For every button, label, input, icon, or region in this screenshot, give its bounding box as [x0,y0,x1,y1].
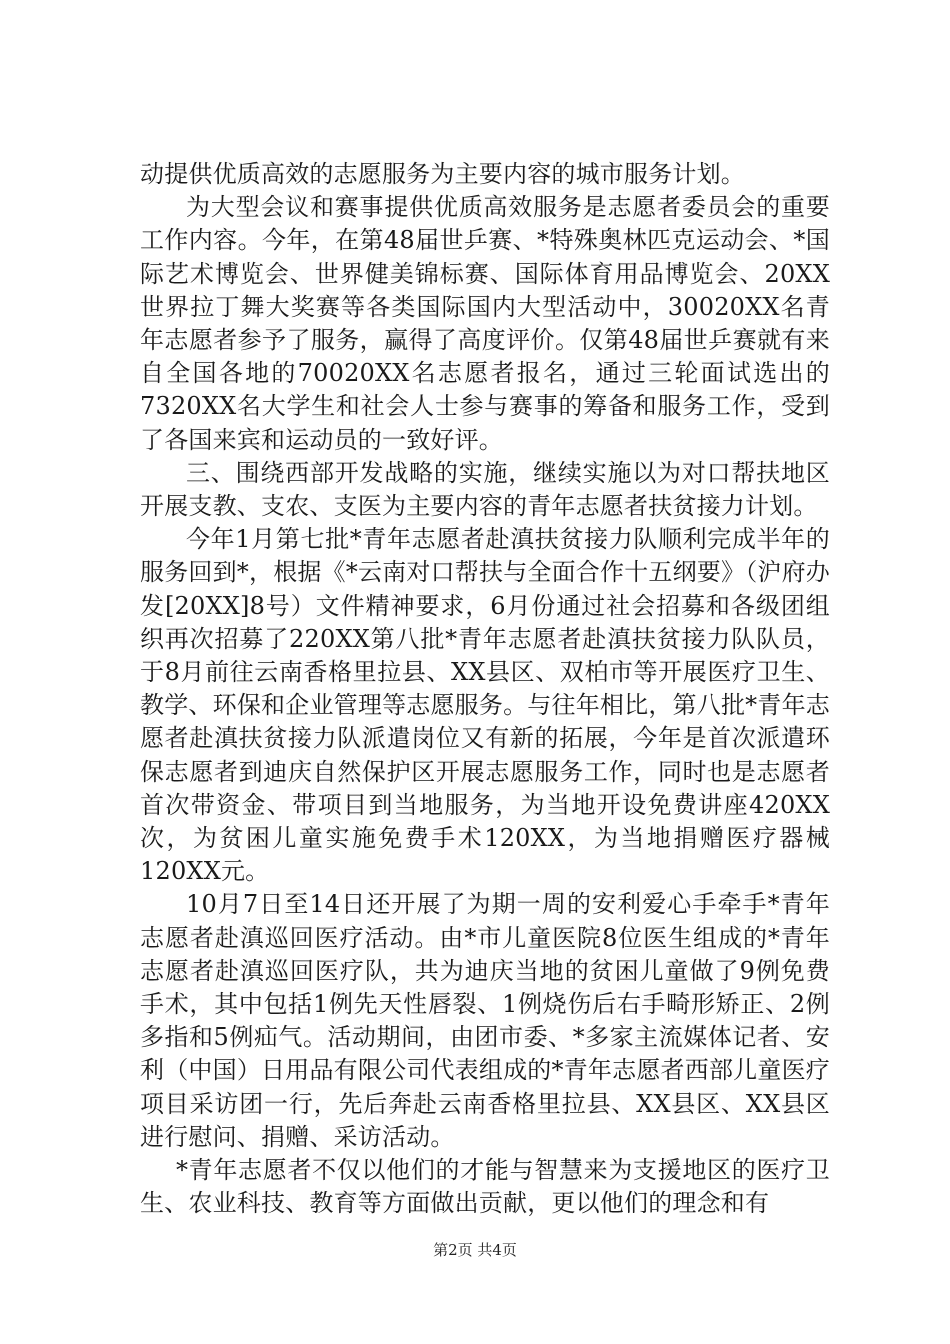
paragraph-2: 为大型会议和赛事提供优质高效服务是志愿者委员会的重要工作内容。今年，在第48届世乒赛、*特殊奥林匹克运动会、*国际艺术博览会、世界健美锦标赛、国际体育用品博览会、20XX世界拉丁舞大奖赛等各类国际国内大型活动中，30020XX名青年志愿者参予了服务，赢得了高度评价。仅第48届世乒赛就有来自全国各地的70020XX名志愿者报名，通过三轮面试选出的7320XX名大学生和社会人士参与赛事的筹备和服务工作，受到了各国来宾和运动员的一致好评。 [140,193,830,454]
paragraph-3-section-heading: 三、围绕西部开发战略的实施，继续实施以为对口帮扶地区开展支教、支农、支医为主要内容的青年志愿者扶贫接力计划。 [140,458,830,521]
paragraph-5: 10月7日至14日还开展了为期一周的安利爱心手牵手*青年志愿者赴滇巡回医疗活动。由*市儿童医院8位医生组成的*青年志愿者赴滇巡回医疗队，共为迪庆当地的贫困儿童做了9例免费手术，其中包括1例先天性唇裂、1例烧伤后右手畸形矫正、2例多指和5例疝气。活动期间，由团市委、*多家主流媒体记者、安利（中国）日用品有限公司代表组成的*青年志愿者西部儿童医疗项目采访团一行，先后奔赴云南香格里拉县、XX县区、XX县区进行慰问、捐赠、采访活动。 [140,890,830,1151]
page-footer: 第2页 共4页 [433,1241,517,1259]
paragraph-6: *青年志愿者不仅以他们的才能与智慧来为支援地区的医疗卫生、农业科技、教育等方面做出贡献，更以他们的理念和有 [140,1156,830,1218]
paragraph-1: 动提供优质高效的志愿服务为主要内容的城市服务计划。 [140,160,745,188]
paragraph-4: 今年1月第七批*青年志愿者赴滇扶贫接力队顺利完成半年的服务回到*，根据《*云南对口帮扶与全面合作十五纲要》（沪府办发[20XX]8号）文件精神要求，6月份通过社会招募和各级团组织再次招募了220XX第八批*青年志愿者赴滇扶贫接力队队员，于8月前往云南香格里拉县、XX县区、双柏市等开展医疗卫生、教学、环保和企业管理等志愿服务。与往年相比，第八批*青年志愿者赴滇扶贫接力队派遣岗位又有新的拓展，今年是首次派遣环保志愿者到迪庆自然保护区开展志愿服务工作，同时也是志愿者首次带资金、带项目到当地服务，为当地开设免费讲座420XX次，为贫困儿童实施免费手术120XX，为当地捐赠医疗器械120XX元。 [140,525,830,886]
document-body [140,158,830,1221]
